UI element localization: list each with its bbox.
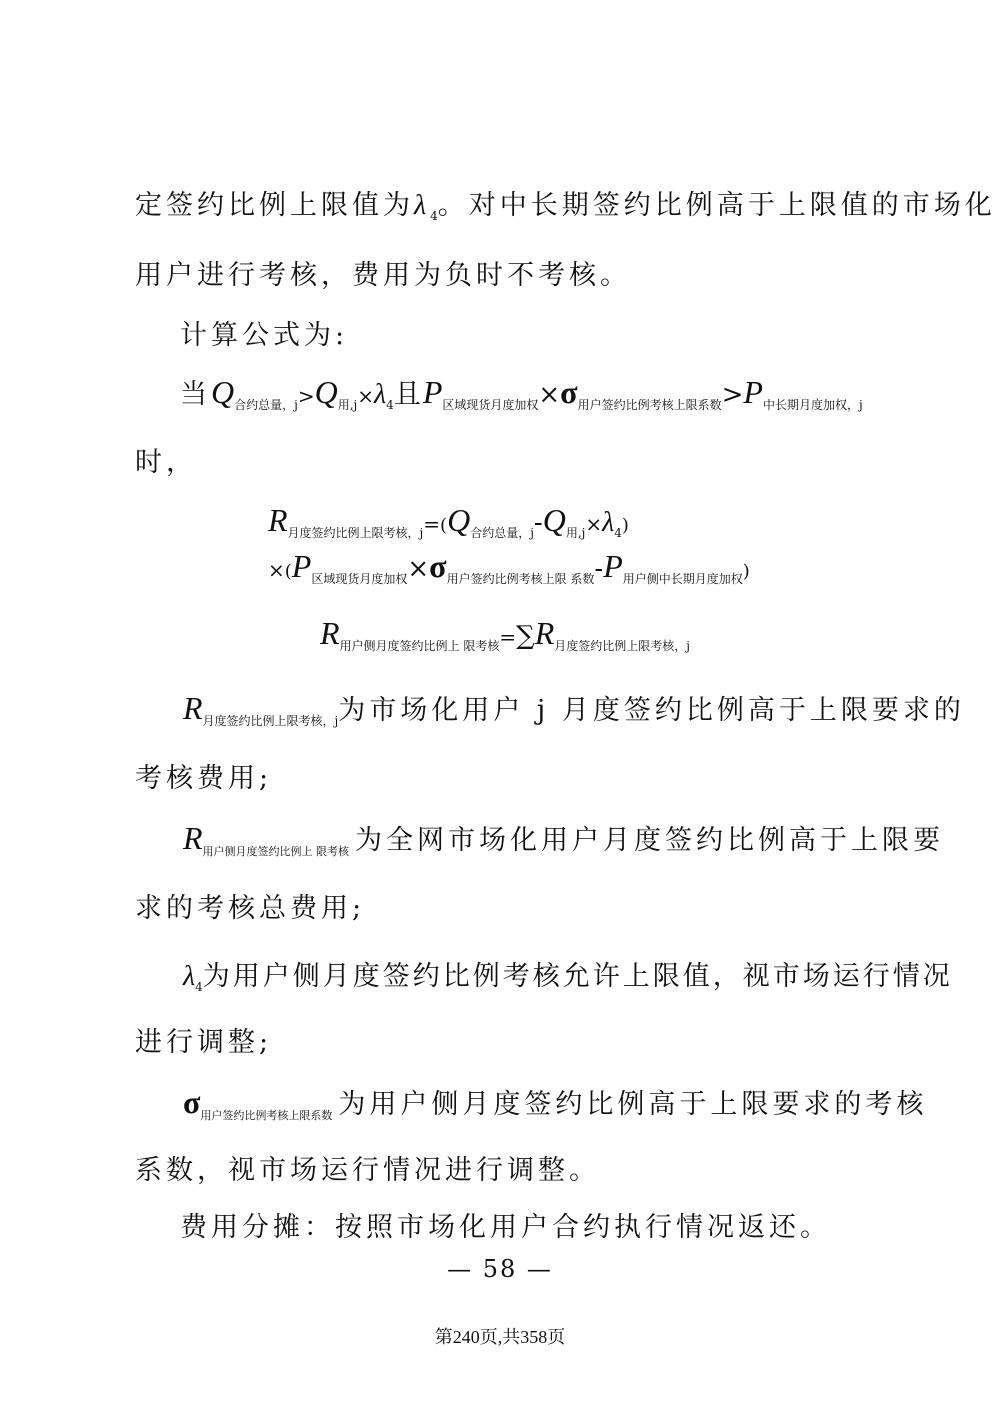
paren: )	[621, 515, 629, 536]
operator: >	[721, 380, 744, 410]
subscript: 4	[430, 209, 438, 223]
sigma-symbol: σ	[429, 548, 447, 584]
text-segment: 为用户侧月度签约比例考核允许上限值，视市场运行情况	[202, 961, 953, 992]
P-symbol: P	[743, 374, 763, 410]
sum-symbol: ∑	[516, 621, 535, 651]
definition-line	[183, 818, 1000, 859]
subscript: 合约总量，j	[234, 398, 298, 412]
subscript: 月度签约比例上限考核，j	[202, 714, 339, 728]
subscript: 用户签约比例考核上限系数	[577, 398, 722, 412]
R-symbol: R	[320, 615, 340, 651]
condition-formula	[180, 372, 1000, 413]
lambda-symbol: λ	[414, 190, 431, 221]
definition-line: 考核费用;	[135, 763, 273, 794]
subscript: 月度签约比例上限考核，j	[554, 639, 690, 653]
definition-line	[183, 1082, 1000, 1123]
paragraph-line: 用户进行考核，费用为负时不考核。	[135, 260, 631, 291]
lambda-symbol: λ	[183, 961, 196, 992]
subscript: 用户签约比例考核上限系数	[200, 1109, 333, 1122]
paren: (	[440, 515, 448, 536]
text-segment: 且	[393, 379, 423, 410]
subscript: 区域现货月度加权	[442, 398, 539, 412]
formula-line	[268, 502, 1000, 541]
Q-symbol: Q	[314, 374, 338, 410]
paren: )	[742, 561, 750, 582]
page-footer: 第240页,共358页	[434, 1327, 566, 1347]
formula-line	[320, 615, 1000, 654]
R-symbol: R	[183, 690, 203, 726]
operator: >	[297, 384, 315, 408]
allocation-text: 费用分摊：按照市场化用户合约执行情况返还。	[180, 1212, 831, 1243]
text-segment: 为用户侧月度签约比例高于上限要求的考核	[338, 1089, 928, 1120]
subscript: 用户侧月度签约比例上 限考核	[202, 845, 350, 858]
text-segment: 当	[180, 379, 211, 410]
sigma-symbol: σ	[560, 374, 578, 410]
operator: =	[423, 512, 441, 536]
Q-symbol: Q	[542, 502, 566, 538]
operator: -	[533, 508, 543, 538]
operator: ×	[357, 384, 375, 408]
sigma-symbol: σ	[183, 1084, 201, 1120]
text-segment: 。对中长期签约比例高于上限值的市场化	[437, 190, 996, 221]
paren: (	[284, 561, 292, 582]
formula-line	[268, 548, 1000, 587]
operator: ×	[268, 558, 285, 582]
Q-symbol: Q	[211, 374, 235, 410]
P-symbol: P	[291, 548, 312, 584]
subscript: 用户侧月度签约比例上 限考核	[339, 639, 500, 653]
subscript: 用户签约比例考核上限 系数	[446, 572, 595, 586]
P-symbol: P	[603, 548, 623, 584]
operator: =	[499, 625, 517, 649]
condition-suffix: 时，	[135, 447, 197, 478]
definition-line: 进行调整;	[135, 1027, 273, 1058]
R-symbol: R	[268, 502, 288, 538]
subscript: 4	[386, 398, 394, 412]
definition-line	[183, 954, 1000, 994]
lambda-symbol: λ	[602, 507, 615, 538]
R-symbol: R	[183, 820, 203, 856]
text-segment: 为市场化用户 j 月度签约比例高于上限要求的	[338, 695, 965, 726]
text-segment: 为全网市场化用户月度签约比例高于上限要	[355, 825, 945, 856]
text-segment: 定签约比例上限值为	[135, 190, 414, 221]
subscript: 月度签约比例上限考核，j	[287, 526, 424, 540]
paragraph-line	[135, 183, 1000, 223]
operator: ×	[585, 512, 603, 536]
Q-symbol: Q	[447, 502, 471, 538]
definition-line: 求的考核总费用;	[135, 893, 366, 924]
definition-line: 系数，视市场运行情况进行调整。	[135, 1155, 600, 1186]
subscript: 中长期月度加权，j	[762, 398, 863, 412]
page-number: — 58 —	[447, 1255, 553, 1283]
operator: ×	[407, 554, 430, 584]
P-symbol: P	[422, 374, 443, 410]
subscript: 用户侧中长期月度加权	[622, 572, 743, 586]
subscript: 用,j	[565, 526, 586, 540]
operator: ×	[538, 380, 561, 410]
calc-label: 计算公式为:	[180, 320, 349, 351]
subscript: 用,j	[337, 398, 358, 412]
subscript: 4	[195, 980, 203, 994]
lambda-symbol: λ	[374, 379, 387, 410]
subscript: 区域现货月度加权	[311, 572, 408, 586]
subscript: 合约总量，j	[470, 526, 534, 540]
operator: -	[594, 554, 604, 584]
R-symbol: R	[534, 615, 555, 651]
subscript: 4	[614, 526, 622, 540]
definition-line	[183, 688, 1000, 729]
